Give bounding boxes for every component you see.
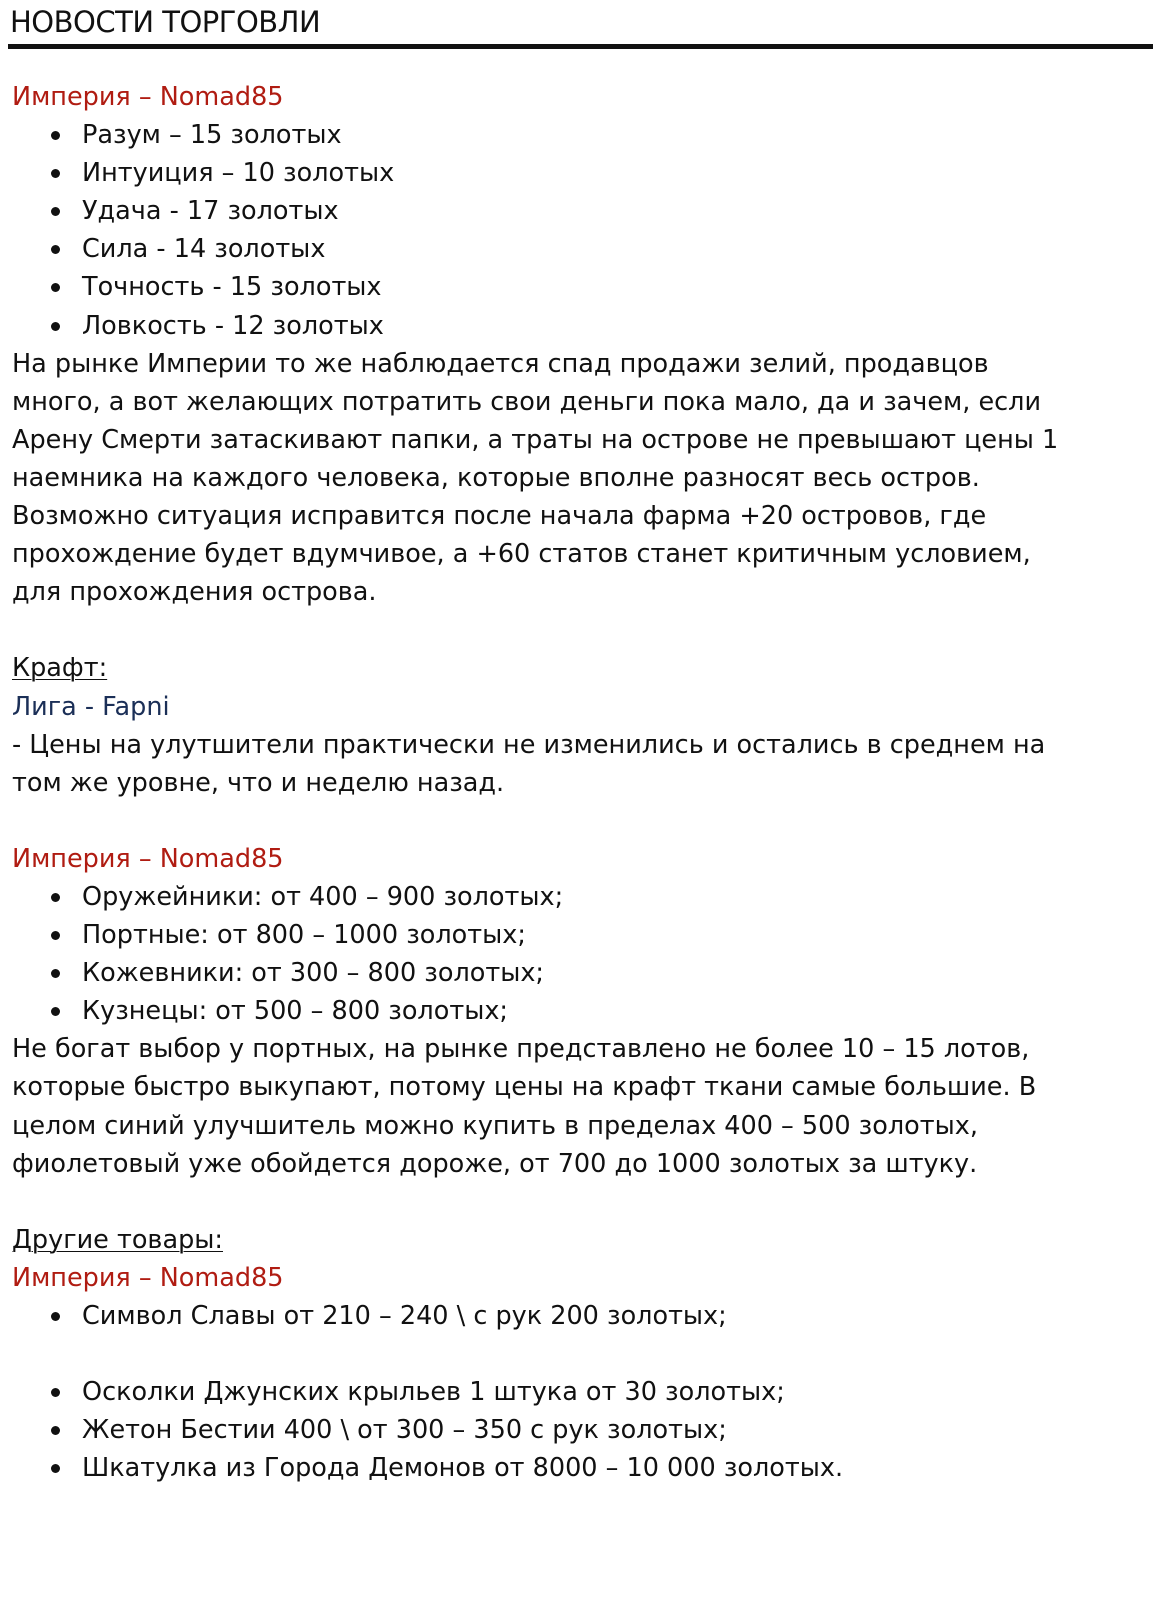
paragraph-line: Не богат выбор у портных, на рынке представлено не более 10 – 15 лотов, (12, 1034, 1030, 1065)
list-item: Символ Славы от 210 – 240 \ с рук 200 золотых; (12, 1297, 1142, 1335)
potion-price-list (12, 116, 1142, 345)
craft-price-list (12, 878, 1142, 1030)
article-body (12, 78, 1142, 1487)
league-craft-paragraph (12, 726, 1142, 802)
list-item: Жетон Бестии 400 \ от 300 – 350 с рук золотых; (12, 1411, 1142, 1449)
other-goods-list-a (12, 1297, 1142, 1335)
paragraph-line: - Цены на улутшители практически не изменились и остались в среднем на (12, 729, 1046, 760)
title-divider (8, 44, 1153, 49)
list-item: Оружейники: от 400 – 900 золотых; (12, 878, 1142, 916)
spacer (12, 802, 1142, 840)
craft-heading: Крафт: (12, 653, 108, 684)
paragraph-line: много, а вот желающих потратить свои деньги пока мало, да и зачем, если (12, 386, 1042, 417)
paragraph-line: наемника на каждого человека, которые вполне разносят весь остров. (12, 462, 980, 493)
list-item: Разум – 15 золотых (12, 116, 1142, 154)
paragraph-line: целом синий улучшитель можно купить в пределах 400 – 500 золотых, (12, 1110, 978, 1141)
paragraph-line: Возможно ситуация исправится после начала фарма +20 островов, где (12, 501, 987, 532)
seller-heading-empire: Империя – Nomad85 (12, 82, 284, 112)
list-item: Портные: от 800 – 1000 золотых; (12, 916, 1142, 954)
paragraph-line: том же уровне, что и неделю назад. (12, 767, 505, 798)
spacer (12, 611, 1142, 649)
list-item: Кожевники: от 300 – 800 золотых; (12, 954, 1142, 992)
list-item: Сила - 14 золотых (12, 230, 1142, 268)
page-title: НОВОСТИ ТОРГОВЛИ (10, 5, 321, 39)
list-item: Шкатулка из Города Демонов от 8000 – 10 000 золотых. (12, 1449, 1142, 1487)
list-item: Точность - 15 золотых (12, 268, 1142, 306)
other-goods-list-b (12, 1373, 1142, 1487)
list-item: Ловкость - 12 золотых (12, 307, 1142, 345)
paragraph-line: которые быстро выкупают, потому цены на крафт ткани самые большие. В (12, 1072, 1037, 1103)
paragraph-line: На рынке Империи то же наблюдается спад продажи зелий, продавцов (12, 348, 989, 379)
list-item: Осколки Джунских крыльев 1 штука от 30 золотых; (12, 1373, 1142, 1411)
list-item: Интуиция – 10 золотых (12, 154, 1142, 192)
list-item: Кузнецы: от 500 – 800 золотых; (12, 992, 1142, 1030)
seller-heading-league: Лига - Fapni (12, 691, 170, 722)
seller-heading-empire: Империя – Nomad85 (12, 1262, 284, 1293)
other-goods-heading: Другие товары: (12, 1224, 223, 1255)
paragraph-line: для прохождения острова. (12, 577, 377, 608)
list-item: Удача - 17 золотых (12, 192, 1142, 230)
spacer (12, 1183, 1142, 1221)
empire-market-paragraph (12, 345, 1142, 612)
paragraph-line: фиолетовый уже обойдется дороже, от 700 до 1000 золотых за штуку. (12, 1148, 978, 1179)
seller-heading-empire: Империя – Nomad85 (12, 843, 284, 874)
paragraph-line: прохождение будет вдумчивое, а +60 статов станет критичным условием, (12, 539, 1031, 570)
spacer (12, 1335, 1142, 1373)
paragraph-line: Арену Смерти затаскивают папки, а траты на острове не превышают цены 1 (12, 424, 1059, 455)
empire-craft-paragraph (12, 1030, 1142, 1182)
